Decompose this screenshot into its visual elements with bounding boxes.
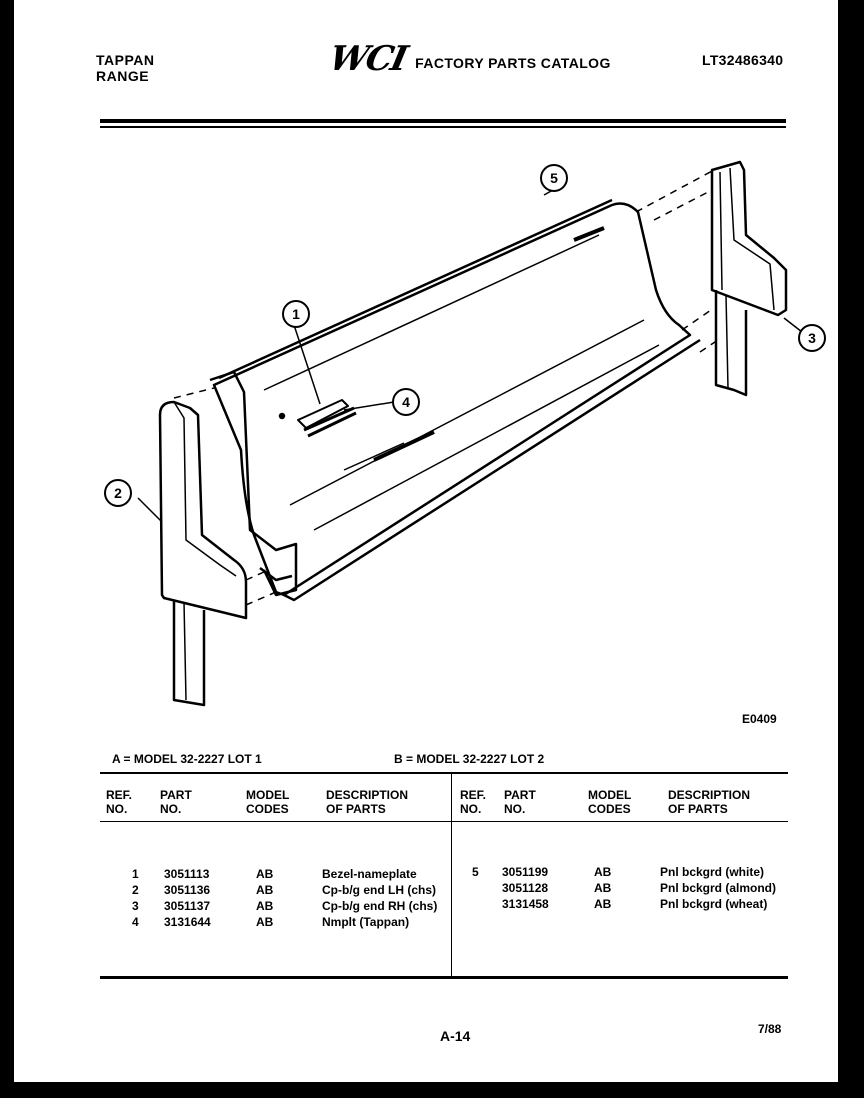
callout-3: [799, 325, 825, 351]
revision-date: 7/88: [758, 1022, 782, 1036]
right-leg: [716, 290, 746, 395]
diagram-code: E0409: [742, 712, 777, 726]
table-row: 4 3131644 AB Nmplt (Tappan): [132, 915, 410, 929]
callout-label-2: 2: [114, 485, 122, 501]
table-row: 3051128 AB Pnl bckgrd (almond): [502, 881, 777, 895]
product-type: RANGE: [96, 68, 150, 84]
callout-label-1: 1: [292, 306, 300, 322]
header-ref-left: REF. NO.: [106, 788, 133, 816]
header-rule-thick: [100, 119, 786, 123]
callout-label-4: 4: [402, 394, 410, 410]
header-rule-thin: [100, 126, 786, 128]
header-part-left: PART NO.: [160, 788, 192, 816]
backguard-top-edge: [219, 200, 612, 378]
backguard-bottom-edge: [284, 340, 700, 600]
backguard-panel: [214, 204, 690, 595]
callout-2: [105, 480, 131, 506]
callout-5: [541, 165, 567, 191]
table-header-rule: [100, 821, 788, 822]
right-end-cap: [712, 162, 786, 315]
parts-diagram: [14, 140, 838, 730]
header-model-right: MODEL CODES: [588, 788, 632, 816]
callout-1: [283, 301, 309, 327]
brand-name: TAPPAN: [96, 52, 155, 68]
wci-logo: WCI: [325, 39, 410, 79]
callout-label-3: 3: [808, 330, 816, 346]
table-row: 5 3051199 AB Pnl bckgrd (white): [472, 865, 765, 879]
page-number: A-14: [440, 1028, 471, 1044]
model-b-label: B = MODEL 32-2227 LOT 2: [394, 752, 545, 766]
header-part-right: PART NO.: [504, 788, 536, 816]
catalog-title: FACTORY PARTS CATALOG: [415, 55, 611, 71]
catalog-page: [14, 0, 838, 1082]
table-bottom-rule: [100, 976, 788, 979]
header-desc-right: DESCRIPTION OF PARTS: [668, 788, 751, 816]
nameplate-bezel: [280, 400, 356, 436]
header-ref-right: REF. NO.: [460, 788, 487, 816]
left-leg: [174, 600, 204, 705]
table-row: 2 3051136 AB Cp-b/g end LH (chs): [132, 883, 436, 897]
table-row: 3131458 AB Pnl bckgrd (wheat): [502, 897, 768, 911]
catalog-number: LT32486340: [702, 52, 784, 68]
header-desc-left: DESCRIPTION OF PARTS: [326, 788, 409, 816]
left-end-cap: [160, 402, 246, 618]
callout-4: [393, 389, 419, 415]
table-row: 3 3051137 AB Cp-b/g end RH (chs): [132, 899, 438, 913]
model-a-label: A = MODEL 32-2227 LOT 1: [112, 752, 262, 766]
table-row: 1 3051113 AB Bezel-nameplate: [132, 867, 417, 881]
header-model-left: MODEL CODES: [246, 788, 290, 816]
brand-header: [96, 52, 154, 84]
catalog-header: [325, 39, 611, 79]
callout-label-5: 5: [550, 170, 558, 186]
table-top-rule: [100, 772, 788, 774]
